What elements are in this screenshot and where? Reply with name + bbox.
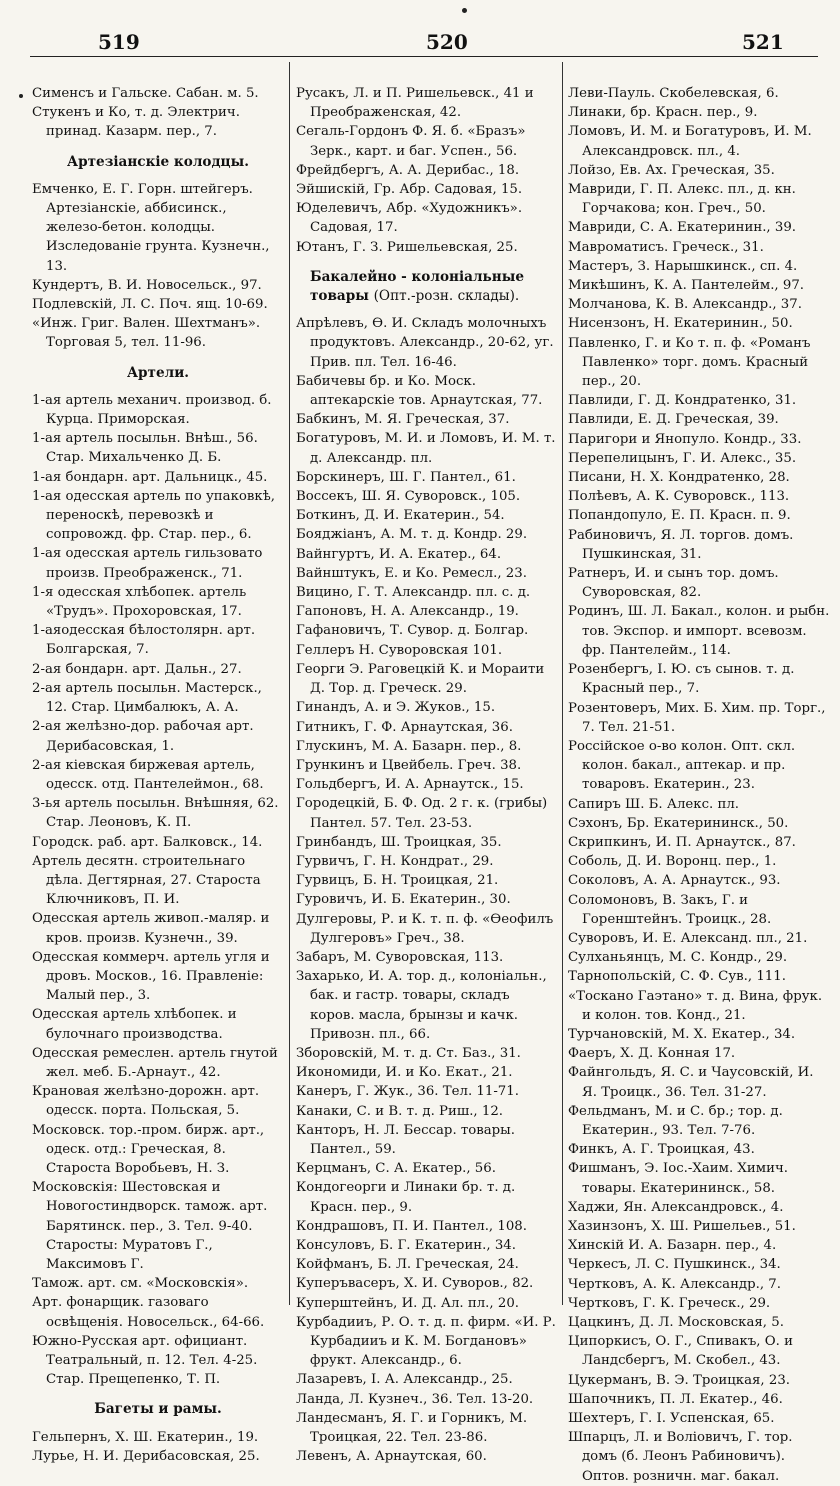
column-divider [562,62,563,1305]
directory-entry: Фельдманъ, М. и С. бр.; тор. д. Екатерин., 93. Тел. 7-76. [568,1103,783,1138]
directory-entry: 1-ая артель механич. производ. б. Курца. Приморская. [32,392,272,428]
directory-entry: Соколовъ, А. А. Арнаутск., 93. [568,873,781,889]
directory-entry: Канеръ, Г. Жук., 36. Тел. 11-71. [296,1084,519,1100]
directory-entry: Боткинъ, Д. И. Екатерин., 54. [296,508,505,524]
directory-entry: Бояджіанъ, А. М. т. д. Кондр. 29. [296,527,528,543]
directory-entry: Борскинеръ, Ш. Г. Пантел., 61. [296,469,516,485]
directory-entry: Тамож. арт. см. «Московскія». [32,1276,249,1292]
directory-entry: Одесская коммерч. артель угля и дровъ. Москов., 16. Правленіе: Малый пер., 3. [32,949,270,1004]
directory-entry: Вайнгуртъ, И. А. Екатер., 64. [296,546,502,562]
directory-entry: Одесская артель хлѣбопек. и булочнаго производства. [32,1007,237,1042]
directory-entry: Койфманъ, Б. Л. Греческая, 24. [296,1257,519,1273]
directory-entry: 1-ая артель посыльн. Внѣш., 56. Стар. Михальченко Д. Б. [32,431,258,466]
directory-entry: Подлевскій, Л. С. Поч. ящ. 10-69. [32,297,268,313]
directory-entry: Соболь, Д. И. Воронц. пер., 1. [568,854,777,870]
directory-entry: Куперъвасеръ, Х. И. Суворов., 82. [296,1276,534,1292]
directory-entry: Перепелицынъ, Г. И. Алекс., 35. [568,450,797,466]
directory-entry: Левенъ, А. Арнаутская, 60. [296,1449,487,1465]
directory-entry: Эйшискій, Гр. Абр. Садовая, 15. [296,182,523,198]
directory-entry: Апрѣлевъ, Ѳ. И. Складъ молочныхъ продуктовъ. Александр., 20-62, уг. Прив. пл. Тел. 16-46. [296,316,554,370]
directory-entry: Гринбандъ, Ш. Троицкая, 35. [296,834,502,850]
directory-entry: Россійское о-во колон. Опт. скл. колон. бакал., аптекар. и пр. товаровъ. Екатерин., 23. [568,738,796,793]
directory-entry: Гурвицъ, Б. Н. Троицкая, 21. [296,873,499,889]
directory-entry: Линаки, бр. Красн. пер., 9. [568,105,758,121]
directory-entry: Емченко, Е. Г. Горн. штейгеръ. Артезіанскіе, аббисинск., железо-бетон. колодцы. Изследованіе грунта. Кузнечн., 13. [32,181,270,274]
directory-entry: 2-ая желѣзно-дор. рабочая арт. Дерибасовская, 1. [32,719,254,754]
section-heading [296,268,558,306]
directory-entry: Городск. раб. арт. Балковск., 14. [32,834,263,850]
directory-entry: Соломоновъ, В. Закъ, Г. и Горенштейнъ. Троицк., 28. [568,892,772,927]
directory-entry: Рабиновичъ, Я. Л. торгов. домъ. Пушкинская, 31. [568,527,794,562]
directory-entry: Финкъ, А. Г. Троицкая, 43. [568,1142,755,1158]
directory-entry: Файнгольдъ, Я. С. и Чаусовскій, И. Я. Троицк., 36. Тел. 31-27. [568,1065,814,1100]
directory-entry: Воссекъ, Ш. Я. Суворовск., 105. [296,489,521,505]
directory-entry: 2-ая кіевская биржевая артель, одесск. отд. Пантелеймон., 68. [32,757,264,792]
directory-entry: 1-ая одесская артель гильзовато произв. Преображенск., 71. [32,546,263,581]
section-heading-subtitle: (Опт.-розн. склады). [373,288,520,305]
directory-entry: Лойзо, Ев. Ах. Греческая, 35. [568,162,775,178]
directory-entry: Чертковъ, Г. К. Греческ., 29. [568,1295,771,1311]
directory-entry: Розентоверъ, Мих. Б. Хим. пр. Торг., 7. Тел. 21-51. [568,700,826,735]
column-divider [289,62,290,1305]
directory-entry: Ломовъ, И. М. и Богатуровъ, И. М. Александровск. пл., 4. [568,124,812,159]
directory-entry: Бабкинъ, М. Я. Греческая, 37. [296,412,510,428]
directory-entry: Павленко, Г. и Ко т. п. ф. «Романъ Павленко» торг. домъ. Красный пер., 20. [568,335,811,390]
directory-entry: Цацкинъ, Д. Л. Московская, 5. [568,1315,784,1330]
directory-entry: Паригори и Янопуло. Кондр., 33. [568,431,802,447]
directory-entry: 1-аяодесская бѣлостолярн. арт. Болгарская, 7. [32,623,256,658]
directory-entry: Турчановскій, М. Х. Екатер., 34. [568,1026,796,1042]
directory-entry: Богатуровъ, М. И. и Ломовъ, И. М. т. д. Александр. пл. [296,431,556,466]
column-middle [296,84,558,1465]
directory-entry: Арт. фонарщик. газоваго освѣщенія. Новосельск., 64-66. [32,1295,265,1330]
margin-dot [19,94,23,98]
directory-entry: 2-ая бондарн. арт. Дальн., 27. [32,661,242,677]
directory-entry: Артель десятн. строительнаго дѣла. Дегтярная, 27. Староста Ключниковъ, П. И. [32,853,261,908]
directory-entry: Икономиди, И. и Ко. Екат., 21. [296,1065,513,1081]
directory-entry: Розенбергъ, І. Ю. съ сынов. т. д. Красный пер., 7. [568,662,795,697]
directory-entry: Леви-Пауль. Скобелевская, 6. [568,86,779,101]
directory-entry: Городецкій, Б. Ф. Од. 2 г. к. (грибы) Пантел. 57. Тел. 23-53. [296,796,548,831]
directory-entry: Юделевичъ, Абр. «Художникъ». Садовая, 17. [296,201,523,236]
directory-entry: Микѣшинъ, К. А. Пантелейм., 97. [568,278,805,294]
directory-entry: Фаеръ, Х. Д. Конная 17. [568,1046,736,1062]
directory-entry: Забаръ, М. Суворовская, 113. [296,949,504,965]
directory-entry: Молчанова, К. В. Александр., 37. [568,297,802,313]
directory-entry: Гельпернъ, Х. Ш. Екатерин., 19. [32,1429,259,1445]
directory-entry: Хинскій И. А. Базарн. пер., 4. [568,1238,777,1254]
directory-entry: Родинъ, Ш. Л. Бакал., колон. и рыбн. тов. Экспор. и импорт. всевозм. фр. Пантелейм., 114. [568,604,830,658]
directory-entry: Мастеръ, З. Нарышкинск., сп. 4. [568,258,798,274]
directory-entry: Павлиди, Г. Д. Кондратенко, 31. [568,393,797,409]
directory-entry: 1-ая бондарн. арт. Дальницк., 45. [32,469,268,485]
directory-entry: Писани, Н. Х. Кондратенко, 28. [568,470,790,486]
directory-entry: Хаджи, Ян. Александровск., 4. [568,1199,784,1215]
directory-entry: 1-ая одесская артель по упаковкѣ, переноскѣ, перевозкѣ и сопровожд. фр. Стар. пер., 6. [32,488,275,543]
directory-entry: Скрипкинъ, И. П. Арнаутск., 87. [568,834,796,850]
directory-entry: Вицино, Г. Т. Александр. пл. с. д. [296,585,531,601]
directory-entry: Гафановичъ, Т. Сувор. д. Болгар. [296,623,529,639]
directory-entry: Ланда, Л. Кузнеч., 36. Тел. 13-20. [296,1391,534,1407]
directory-entry: Кундертъ, В. И. Новосельск., 97. [32,277,262,293]
directory-entry: Попандопуло, Е. П. Красн. п. 9. [568,508,791,524]
page-number-right: 521 [742,30,784,54]
directory-entry: Кондогеорги и Линаки бр. т. д. Красн. пер., 9. [296,1180,516,1215]
directory-entry: Черкесъ, Л. С. Пушкинск., 34. [568,1257,781,1273]
directory-entry: Куперштейнъ, И. Д. Ал. пл., 20. [296,1295,520,1311]
directory-entry: Суворовъ, И. Е. Александ. пл., 21. [568,930,808,946]
page-number-middle: 520 [426,30,468,54]
directory-entry: Консуловъ, Б. Г. Екатерин., 34. [296,1237,516,1253]
directory-entry: Дулгеровы, Р. и К. т. п. ф. «Ѳеофилъ Дулгеровъ» Греч., 38. [296,911,554,946]
directory-entry: Ландесманъ, Я. Г. и Горникъ, М. Троицкая, 22. Тел. 23-86. [296,1410,528,1446]
directory-entry: Одесская артель живоп.-маляр. и кров. произв. Кузнечн., 39. [32,911,270,946]
directory-entry: Ципоркисъ, О. Г., Спивакъ, О. и Ландсбергъ, М. Скобел., 43. [568,1334,793,1369]
directory-entry: Сименсъ и Гальске. Сабан. м. 5. [32,86,259,101]
directory-entry: Шапочникъ, П. Л. Екатер., 46. [568,1391,783,1407]
directory-entry: Курбадииъ, Р. О. т. д. п. фирм. «И. Р. Курбадииъ и К. М. Богдановъ» фрукт. Александр., 6. [296,1314,556,1369]
directory-entry: Грункинъ и Цвейбель. Греч. 38. [296,757,522,773]
page-mark [462,8,467,13]
directory-entry: Ратнеръ, И. и сынъ тор. домъ. Суворовская, 82. [568,566,779,601]
directory-entry: Лурье, Н. И. Дерибасовская, 25. [32,1448,260,1464]
directory-entry: «Инж. Григ. Вален. Шехтманъ». Торговая 5, тел. 11-96. [32,316,261,351]
directory-entry: Канторъ, Н. Л. Бессар. товары. Пантел., 59. [296,1122,515,1157]
directory-entry: Лазаревъ, І. А. Александр., 25. [296,1372,513,1388]
directory-entry: 1-я одесская хлѣбопек. артель «Трудъ». Прохоровская, 17. [32,584,247,620]
directory-entry: Сегаль-Гордонъ Ф. Я. б. «Бразъ» Зерк., карт. и баг. Успен., 56. [296,124,526,159]
directory-entry: Тарнопольскій, С. Ф. Сув., 111. [568,969,786,985]
directory-entry: Захарько, И. А. тор. д., колоніальн., бак. и гастр. товары, складъ коров. масла, брынзы и качк. Привозн. пл., 66. [296,969,547,1042]
section-heading: Артели. [126,364,190,381]
column-left [32,84,284,1464]
directory-entry: Геллеръ Н. Суворовская 101. [296,642,503,658]
directory-entry: Шпарцъ, Л. и Воліовичъ, Г. тор. домъ (б. Леонъ Рабиновичъ). Оптов. розничн. маг. бакал. [568,1430,793,1484]
directory-entry: Гитникъ, Г. Ф. Арнаутская, 36. [296,719,513,735]
directory-entry: Бабичевы бр. и Ко. Моск. аптекарскіе тов. Арнаутская, 77. [296,373,543,409]
directory-entry: Русакъ, Л. и П. Ришельевск., 41 и Преображенская, 42. [296,86,534,121]
directory-entry: Нисензонъ, Н. Екатеринин., 50. [568,316,793,332]
directory-entry: Павлиди, Е. Д. Греческая, 39. [568,412,779,428]
directory-entry: Хазинзонъ, Х. Ш. Ришельев., 51. [568,1218,796,1234]
directory-entry: Стукенъ и Ко, т. д. Электрич. принад. Казарм. пер., 7. [32,105,240,140]
directory-entry: Сэхонъ, Бр. Екатерининск., 50. [568,815,789,831]
section-heading: Багеты и рамы. [94,1401,222,1418]
directory-entry: Южно-Русская арт. официант. Театральный, п. 12. Тел. 4-25. Стар. Прещепенко, Т. П. [32,1333,258,1388]
directory-entry: Глускинъ, М. А. Базарн. пер., 8. [296,738,522,754]
directory-entry: Полѣевъ, А. К. Суворовск., 113. [568,489,790,505]
directory-entry: Мавроматисъ. Греческ., 31. [568,239,764,255]
directory-entry: Сулханьянцъ, М. С. Кондр., 29. [568,950,788,966]
directory-entry: Московск. тор.-пром. бирж. арт., одеск. отд.: Греческая, 8. Староста Воробьевъ, Н. З. [32,1122,265,1176]
column-right [568,84,830,1484]
directory-entry: Канаки, С. и В. т. д. Риш., 12. [296,1103,504,1119]
directory-entry: Кондрашовъ, П. И. Пантел., 108. [296,1218,527,1234]
directory-entry: Фрейдбергъ, А. А. Дерибас., 18. [296,162,520,178]
directory-entry: Одесская ремеслен. артель гнутой жел. меб. Б.-Арнаут., 42. [32,1045,278,1080]
section-heading: Артезіанскіе колодцы. [67,153,249,170]
directory-entry: Гурвичъ, Г. Н. Кондрат., 29. [296,853,494,869]
directory-entry: Зборовскій, М. т. д. Ст. Баз., 31. [296,1045,521,1061]
directory-entry: Георги Э. Раговецкій К. и Мораити Д. Тор. д. Греческ. 29. [296,661,545,697]
page-number-left: 519 [98,30,140,54]
directory-entry: Мавриди, С. А. Екатеринин., 39. [568,220,797,236]
directory-entry: Сапиръ Ш. Б. Алекс. пл. [568,796,740,812]
directory-entry: Гапоновъ, Н. А. Александр., 19. [296,604,519,620]
directory-entry: Чертковъ, А. К. Александр., 7. [568,1276,781,1292]
directory-entry: Ютанъ, Г. З. Ришельевская, 25. [296,239,518,255]
directory-entry: Московскія: Шестовская и Новогостиндворск. тамож. арт. Барятинск. пер., 3. Тел. 9-40. Старосты: Муратовъ Г., Максимовъ Г. [32,1180,268,1272]
directory-entry: «Тоскано Гаэтано» т. д. Вина, фрук. и колон. тов. Конд., 21. [568,988,823,1023]
section-heading-title: Бакалейно - колоніальные товары [310,268,524,305]
directory-entry: Гинандъ, А. и Э. Жуков., 15. [296,700,496,716]
directory-entry: Гуровичъ, И. Б. Екатерин., 30. [296,892,511,908]
directory-entry: Вайнштукъ, Е. и Ко. Ремесл., 23. [296,565,527,581]
directory-entry: Мавриди, Г. П. Алекс. пл., д. кн. Горчакова; кон. Греч., 50. [568,182,796,217]
directory-entry: 2-ая артель посыльн. Мастерск., 12. Стар. Цимбалюкъ, А. А. [32,680,262,716]
directory-entry: Фишманъ, Э. Іос.-Хаим. Химич. товары. Екатерининск., 58. [568,1161,788,1196]
directory-entry: Керцманъ, С. А. Екатер., 56. [296,1161,496,1177]
page-header [30,22,818,57]
directory-entry: 3-ья артель посыльн. Внѣшняя, 62. Стар. Леоновъ, К. П. [32,796,279,831]
directory-entry: Гольдбергъ, И. А. Арнаутск., 15. [296,777,524,793]
directory-entry: Цукерманъ, В. Э. Троицкая, 23. [568,1372,791,1388]
directory-entry: Шехтеръ, Г. І. Успенская, 65. [568,1411,775,1427]
directory-entry: Крановая желѣзно-дорожн. арт. одесск. порта. Польская, 5. [32,1084,260,1119]
